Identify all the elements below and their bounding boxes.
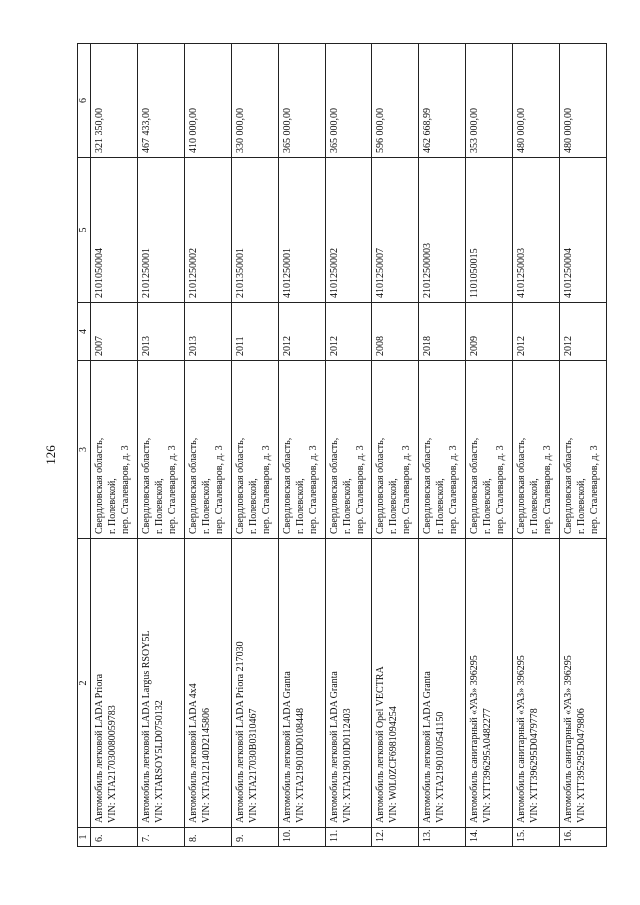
year-cell: 2013 (137, 303, 184, 361)
table-row (325, 44, 372, 847)
address-line: г. Полевской, (107, 478, 118, 534)
vehicle-name: Автомобиль санитарный «УАЗ» 396295 (469, 655, 481, 823)
address-line: г. Полевской, (341, 478, 353, 534)
vehicle-vin: VIN: XTARSOY5LD0750132 (153, 700, 165, 823)
vehicle-cell (231, 539, 278, 828)
address-line: г. Полевской, (576, 478, 588, 534)
vehicle-vin: VIN: XTT396295D0479778 (529, 708, 541, 823)
vehicle-vin: VIN: XTA219010J0541150 (435, 711, 447, 823)
vehicle-cell (325, 539, 372, 828)
vehicle-vin: VIN: XTA217030080059783 (107, 705, 118, 823)
address-line: пер. Сталеваров, д. 3 (260, 445, 272, 534)
header-cell-3: 3 (78, 361, 91, 539)
vehicle-vin: VIN: XTT395295D0479806 (576, 708, 588, 823)
address-line: пер. Сталеваров, д. 3 (307, 445, 319, 534)
address-line: Свердловская область, (94, 437, 105, 534)
address-cell (91, 361, 138, 539)
row-number: 16. (560, 828, 607, 847)
year-cell: 2013 (184, 303, 231, 361)
address-cell (137, 361, 184, 539)
table-row (137, 44, 184, 847)
vehicle-name: Автомобиль легковой LADA Granta (422, 671, 434, 823)
address-line: г. Полевской, (247, 478, 259, 534)
header-cell-6: 6 (78, 44, 91, 158)
row-number: 10. (278, 828, 325, 847)
address-cell (184, 361, 231, 539)
address-cell (278, 361, 325, 539)
table-row (184, 44, 231, 847)
address-line: пер. Сталеваров, д. 3 (213, 445, 225, 534)
price-cell: 353 000,00 (466, 44, 513, 158)
table-row (560, 44, 607, 847)
address-line: пер. Сталеваров, д. 3 (354, 445, 366, 534)
vehicle-name: Автомобиль легковой LADA Granta (328, 671, 340, 823)
address-line: г. Полевской, (294, 478, 306, 534)
row-number: 7. (137, 828, 184, 847)
vehicle-name: Автомобиль легковой LADA Largus RSOY5L (140, 630, 152, 823)
table-row (278, 44, 325, 847)
row-number: 8. (184, 828, 231, 847)
vehicle-cell (184, 539, 231, 828)
row-number: 12. (372, 828, 419, 847)
code-cell: 2101250001 (137, 158, 184, 303)
row-number: 14. (466, 828, 513, 847)
year-cell: 2012 (560, 303, 607, 361)
vehicle-cell (560, 539, 607, 828)
vehicle-name: Автомобиль легковой Opel VECTRA (375, 666, 387, 823)
table-row (372, 44, 419, 847)
address-cell (466, 361, 513, 539)
vehicle-name: Автомобиль легковой LADA Granta (281, 671, 293, 823)
vehicle-cell (137, 539, 184, 828)
vehicle-cell (372, 539, 419, 828)
vehicle-name: Автомобиль санитарный «УАЗ» 396295 (516, 655, 528, 823)
vehicle-name: Автомобиль легковой LADA Priora (94, 673, 105, 823)
price-cell: 410 000,00 (184, 44, 231, 158)
address-line: Свердловская область, (187, 437, 199, 534)
year-cell: 2007 (91, 303, 138, 361)
address-line: пер. Сталеваров, д. 3 (401, 445, 413, 534)
address-line: г. Полевской, (388, 478, 400, 534)
vehicle-vin: VIN: XTT396295A0482277 (482, 708, 494, 823)
vehicle-vin: VIN: XTA217030B0310467 (247, 708, 259, 823)
vehicle-name: Автомобиль санитарный «УАЗ» 396295 (563, 655, 575, 823)
vehicle-name: Автомобиль легковой LADA 4x4 (187, 683, 199, 823)
price-cell: 365 000,00 (325, 44, 372, 158)
address-cell (560, 361, 607, 539)
table-row (231, 44, 278, 847)
year-cell: 2018 (419, 303, 466, 361)
vehicle-cell (278, 539, 325, 828)
address-line: г. Полевской, (435, 478, 447, 534)
address-line: г. Полевской, (153, 478, 165, 534)
header-row (78, 44, 91, 847)
year-cell: 2009 (466, 303, 513, 361)
row-number: 11. (325, 828, 372, 847)
year-cell: 2008 (372, 303, 419, 361)
address-cell (513, 361, 560, 539)
code-cell: 4101250001 (278, 158, 325, 303)
vehicle-cell (466, 539, 513, 828)
rotated-table-container (77, 44, 607, 847)
vehicle-cell (419, 539, 466, 828)
address-line: Свердловская область, (140, 437, 152, 534)
vehicle-cell (513, 539, 560, 828)
vehicle-name: Автомобиль легковой LADA Priora 217030 (234, 641, 246, 823)
price-cell: 467 433,00 (137, 44, 184, 158)
code-cell: 4101250003 (513, 158, 560, 303)
address-line: пер. Сталеваров, д. 3 (448, 445, 460, 534)
address-line: Свердловская область, (469, 437, 481, 534)
price-cell: 321 350,00 (91, 44, 138, 158)
price-cell: 480 000,00 (513, 44, 560, 158)
year-cell: 2012 (278, 303, 325, 361)
vehicle-vin: VIN: XTA212140D2145806 (200, 707, 212, 823)
table-row (466, 44, 513, 847)
table-row (513, 44, 560, 847)
address-line: Свердловская область, (281, 437, 293, 534)
table-row (419, 44, 466, 847)
address-line: Свердловская область, (375, 437, 387, 534)
code-cell: 2101350001 (231, 158, 278, 303)
price-cell: 480 000,00 (560, 44, 607, 158)
row-number: 9. (231, 828, 278, 847)
code-cell: 1101050015 (466, 158, 513, 303)
code-cell: 2101250002 (184, 158, 231, 303)
code-cell: 4101250002 (325, 158, 372, 303)
address-line: Свердловская область, (516, 437, 528, 534)
code-cell: 4101250004 (560, 158, 607, 303)
address-cell (231, 361, 278, 539)
address-cell (372, 361, 419, 539)
header-cell-4: 4 (78, 303, 91, 361)
price-cell: 462 668,99 (419, 44, 466, 158)
header-cell-2: 2 (78, 539, 91, 828)
header-cell-5: 5 (78, 158, 91, 303)
table-row (91, 44, 138, 847)
code-cell: 2101050004 (91, 158, 138, 303)
address-line: пер. Сталеваров, д. 3 (120, 445, 131, 534)
address-line: г. Полевской, (482, 478, 494, 534)
row-number: 15. (513, 828, 560, 847)
vehicle-vin: VIN: XTA219010D0108448 (294, 707, 306, 823)
address-line: пер. Сталеваров, д. 3 (166, 445, 178, 534)
page-number: 126 (43, 445, 58, 465)
address-line: пер. Сталеваров, д. 3 (589, 445, 601, 534)
code-cell: 21012500003 (419, 158, 466, 303)
vehicle-table (77, 43, 607, 847)
address-cell (419, 361, 466, 539)
price-cell: 330 000,00 (231, 44, 278, 158)
vehicle-vin: VIN: W0L0ZCF6981094254 (388, 706, 400, 823)
price-cell: 365 000,00 (278, 44, 325, 158)
address-line: Свердловская область, (422, 437, 434, 534)
header-cell-1: 1 (78, 828, 91, 847)
row-number: 13. (419, 828, 466, 847)
address-line: г. Полевской, (529, 478, 541, 534)
address-line: Свердловская область, (234, 437, 246, 534)
vehicle-vin: VIN: XTA219010D0112403 (341, 708, 353, 823)
row-number: 6. (91, 828, 138, 847)
year-cell: 2012 (325, 303, 372, 361)
address-line: Свердловская область, (328, 437, 340, 534)
address-line: пер. Сталеваров, д. 3 (542, 445, 554, 534)
code-cell: 4101250007 (372, 158, 419, 303)
address-cell (325, 361, 372, 539)
address-line: пер. Сталеваров, д. 3 (495, 445, 507, 534)
address-line: г. Полевской, (200, 478, 212, 534)
address-line: Свердловская область, (563, 437, 575, 534)
year-cell: 2012 (513, 303, 560, 361)
price-cell: 596 000,00 (372, 44, 419, 158)
year-cell: 2011 (231, 303, 278, 361)
vehicle-cell (91, 539, 138, 828)
